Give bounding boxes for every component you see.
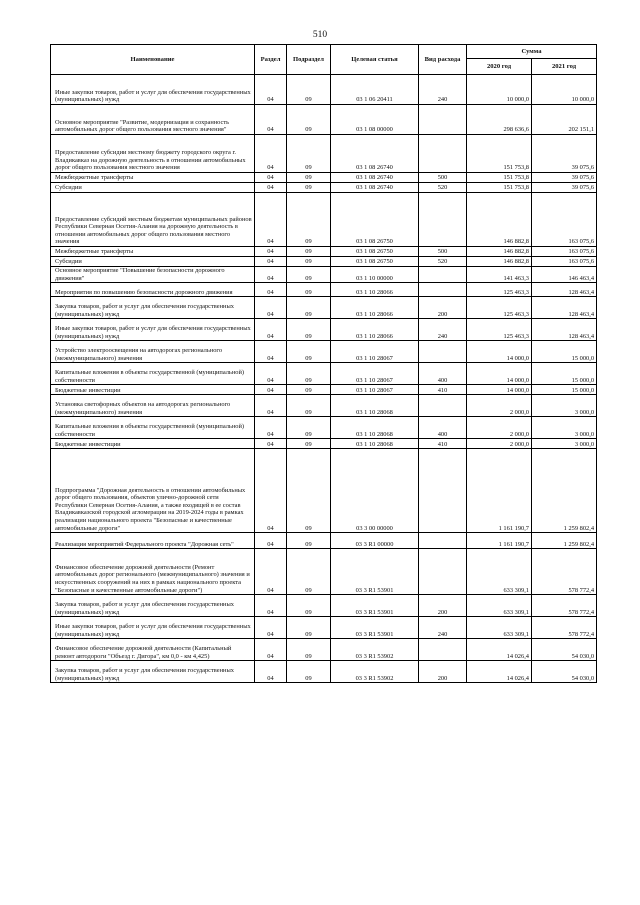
row-name: Межбюджетные трансферты — [51, 247, 255, 257]
row-sum-2021: 3 000,0 — [532, 417, 597, 439]
row-section: 04 — [255, 341, 287, 363]
row-sum-2021: 15 000,0 — [532, 341, 597, 363]
row-sum-2020: 633 309,1 — [467, 549, 532, 595]
row-section: 04 — [255, 385, 287, 395]
row-sum-2020: 146 882,8 — [467, 247, 532, 257]
row-article: 03 3 R1 53902 — [331, 639, 419, 661]
row-subsection: 09 — [287, 193, 331, 247]
row-sum-2020: 125 463,3 — [467, 297, 532, 319]
table-row — [51, 363, 597, 385]
row-section: 04 — [255, 319, 287, 341]
table-row — [51, 267, 597, 283]
row-article: 03 1 10 28066 — [331, 283, 419, 297]
table-row — [51, 661, 597, 683]
row-section: 04 — [255, 173, 287, 183]
budget-table — [50, 44, 597, 683]
row-expense-type: 520 — [419, 183, 467, 193]
row-name: Финансовое обеспечение дорожной деятельности (Ремонт автомобильных дорог регионального (межмуниципального) значения и искусственных сооружений на них в рамках национального проекта "Безопасные и качественные автомобильные дороги") — [51, 549, 255, 595]
table-row — [51, 283, 597, 297]
row-article: 03 1 10 28067 — [331, 385, 419, 395]
table-row — [51, 417, 597, 439]
row-expense-type: 240 — [419, 617, 467, 639]
row-name: Субсидии — [51, 257, 255, 267]
row-subsection: 09 — [287, 533, 331, 549]
row-sum-2020: 1 161 190,7 — [467, 449, 532, 533]
table-row — [51, 75, 597, 105]
row-name: Подпрограмма "Дорожная деятельность в отношении автомобильных дорог общего пользования, объектов улично-дорожной сети Республики Северная Осетия-Алания, а также входящей в ее состав Владикавказской городской агломерации на 2019-2024 годы в рамках реализации национального проекта "Безопасные и качественные автомобильные дороги" — [51, 449, 255, 533]
table-row — [51, 533, 597, 549]
row-name: Установка светофорных объектов на автодорогах регионального (межмуниципального) значения — [51, 395, 255, 417]
row-subsection: 09 — [287, 595, 331, 617]
row-sum-2020: 151 753,8 — [467, 135, 532, 173]
row-expense-type — [419, 341, 467, 363]
row-section: 04 — [255, 135, 287, 173]
row-subsection: 09 — [287, 395, 331, 417]
row-sum-2020: 633 309,1 — [467, 595, 532, 617]
row-name: Финансовое обеспечение дорожной деятельности (Капитальный ремонт автодороги "Объезд г. Дигора", км 0,0 - км 4,425) — [51, 639, 255, 661]
header-section: Раздел — [255, 45, 287, 75]
row-sum-2020: 2 000,0 — [467, 395, 532, 417]
row-expense-type: 500 — [419, 173, 467, 183]
row-section: 04 — [255, 417, 287, 439]
row-sum-2021: 578 772,4 — [532, 549, 597, 595]
row-sum-2021: 39 075,6 — [532, 135, 597, 173]
row-section: 04 — [255, 661, 287, 683]
row-subsection: 09 — [287, 417, 331, 439]
table-row — [51, 595, 597, 617]
row-sum-2021: 163 075,6 — [532, 247, 597, 257]
row-article: 03 1 10 00000 — [331, 267, 419, 283]
row-sum-2021: 54 030,0 — [532, 639, 597, 661]
row-section: 04 — [255, 549, 287, 595]
table-row — [51, 639, 597, 661]
row-expense-type: 400 — [419, 363, 467, 385]
row-name: Основное мероприятие "Развитие, модернизация и сохранность автомобильных дорог общего пользования местного значения" — [51, 105, 255, 135]
row-sum-2020: 298 636,6 — [467, 105, 532, 135]
row-article: 03 1 10 28068 — [331, 417, 419, 439]
row-sum-2020: 1 161 190,7 — [467, 533, 532, 549]
row-article: 03 1 06 20411 — [331, 75, 419, 105]
table-row — [51, 439, 597, 449]
row-sum-2021: 163 075,6 — [532, 257, 597, 267]
row-section: 04 — [255, 247, 287, 257]
row-section: 04 — [255, 639, 287, 661]
row-name: Капитальные вложения в объекты государственной (муниципальной) собственности — [51, 417, 255, 439]
header-sum: Сумма — [467, 45, 597, 59]
row-expense-type — [419, 449, 467, 533]
row-sum-2020: 141 463,3 — [467, 267, 532, 283]
row-article: 03 3 R1 53901 — [331, 617, 419, 639]
row-expense-type — [419, 135, 467, 173]
row-name: Закупка товаров, работ и услуг для обеспечения государственных (муниципальных) нужд — [51, 661, 255, 683]
row-name: Иные закупки товаров, работ и услуг для обеспечения государственных (муниципальных) нужд — [51, 617, 255, 639]
row-subsection: 09 — [287, 639, 331, 661]
row-expense-type — [419, 283, 467, 297]
row-expense-type — [419, 105, 467, 135]
row-sum-2021: 15 000,0 — [532, 385, 597, 395]
row-sum-2021: 39 075,6 — [532, 183, 597, 193]
table-row — [51, 193, 597, 247]
table-row — [51, 549, 597, 595]
table-header — [51, 45, 597, 75]
row-sum-2021: 10 000,0 — [532, 75, 597, 105]
header-expense-type: Вид расхода — [419, 45, 467, 75]
row-sum-2020: 2 000,0 — [467, 439, 532, 449]
table-row — [51, 385, 597, 395]
table-row — [51, 135, 597, 173]
row-article: 03 1 10 28066 — [331, 297, 419, 319]
row-sum-2021: 39 075,6 — [532, 173, 597, 183]
row-article: 03 1 10 28066 — [331, 319, 419, 341]
row-section: 04 — [255, 183, 287, 193]
row-article: 03 1 08 26740 — [331, 183, 419, 193]
row-sum-2021: 1 259 802,4 — [532, 533, 597, 549]
page-number: 510 — [312, 30, 328, 40]
row-sum-2021: 1 259 802,4 — [532, 449, 597, 533]
table-row — [51, 173, 597, 183]
row-sum-2020: 146 882,8 — [467, 193, 532, 247]
row-subsection: 09 — [287, 319, 331, 341]
row-expense-type: 200 — [419, 661, 467, 683]
row-subsection: 09 — [287, 173, 331, 183]
row-name: Межбюджетные трансферты — [51, 173, 255, 183]
row-section: 04 — [255, 267, 287, 283]
row-sum-2020: 146 882,8 — [467, 257, 532, 267]
header-year-2021: 2021 год — [532, 59, 597, 75]
row-article: 03 1 10 28067 — [331, 363, 419, 385]
table-row — [51, 319, 597, 341]
row-sum-2020: 151 753,8 — [467, 183, 532, 193]
row-subsection: 09 — [287, 267, 331, 283]
row-sum-2021: 3 000,0 — [532, 395, 597, 417]
row-sum-2020: 125 463,3 — [467, 283, 532, 297]
row-article: 03 1 10 28068 — [331, 439, 419, 449]
row-name: Капитальные вложения в объекты государственной (муниципальной) собственности — [51, 363, 255, 385]
row-name: Предоставление субсидии местному бюджету городского округа г. Владикавказ на дорожную деятельность в отношении автомобильных дорог общего пользования местного значения — [51, 135, 255, 173]
row-subsection: 09 — [287, 183, 331, 193]
row-name: Реализация мероприятий Федерального проекта "Дорожная сеть" — [51, 533, 255, 549]
row-article: 03 1 08 26750 — [331, 257, 419, 267]
header-name: Наименование — [51, 45, 255, 75]
row-article: 03 1 08 26740 — [331, 173, 419, 183]
header-year-2020: 2020 год — [467, 59, 532, 75]
row-subsection: 09 — [287, 341, 331, 363]
row-sum-2021: 15 000,0 — [532, 363, 597, 385]
row-sum-2021: 163 075,6 — [532, 193, 597, 247]
row-section: 04 — [255, 257, 287, 267]
row-expense-type: 400 — [419, 417, 467, 439]
row-section: 04 — [255, 105, 287, 135]
row-sum-2020: 14 000,0 — [467, 341, 532, 363]
row-article: 03 3 R1 53902 — [331, 661, 419, 683]
row-section: 04 — [255, 595, 287, 617]
row-expense-type — [419, 549, 467, 595]
row-sum-2021: 202 151,1 — [532, 105, 597, 135]
row-expense-type — [419, 267, 467, 283]
row-section: 04 — [255, 533, 287, 549]
table-row — [51, 395, 597, 417]
row-sum-2021: 128 463,4 — [532, 283, 597, 297]
row-subsection: 09 — [287, 75, 331, 105]
table-row — [51, 617, 597, 639]
row-article: 03 1 08 26750 — [331, 193, 419, 247]
row-sum-2020: 14 026,4 — [467, 661, 532, 683]
row-subsection: 09 — [287, 449, 331, 533]
header-article: Целевая статья — [331, 45, 419, 75]
row-sum-2021: 128 463,4 — [532, 297, 597, 319]
table-body — [51, 75, 597, 683]
row-sum-2021: 146 463,4 — [532, 267, 597, 283]
row-expense-type — [419, 639, 467, 661]
row-name: Бюджетные инвестиции — [51, 439, 255, 449]
row-section: 04 — [255, 283, 287, 297]
row-name: Иные закупки товаров, работ и услуг для обеспечения государственных (муниципальных) нужд — [51, 75, 255, 105]
row-name: Бюджетные инвестиции — [51, 385, 255, 395]
row-subsection: 09 — [287, 363, 331, 385]
row-article: 03 1 08 00000 — [331, 105, 419, 135]
row-name: Устройство электроосвещения на автодорогах регионального (межмуниципального) значения — [51, 341, 255, 363]
row-name: Предоставление субсидий местным бюджетам муниципальных районов Республики Северная Осетия-Алания на дорожную деятельность в отношении автомобильных дорог общего пользования местного значения — [51, 193, 255, 247]
row-expense-type: 240 — [419, 319, 467, 341]
row-expense-type — [419, 193, 467, 247]
row-subsection: 09 — [287, 439, 331, 449]
row-expense-type: 240 — [419, 75, 467, 105]
row-subsection: 09 — [287, 661, 331, 683]
row-sum-2021: 578 772,4 — [532, 617, 597, 639]
row-section: 04 — [255, 297, 287, 319]
row-sum-2021: 128 463,4 — [532, 319, 597, 341]
table-row — [51, 183, 597, 193]
row-subsection: 09 — [287, 283, 331, 297]
row-sum-2020: 125 463,3 — [467, 319, 532, 341]
row-sum-2020: 14 000,0 — [467, 363, 532, 385]
header-subsection: Подраздел — [287, 45, 331, 75]
row-article: 03 1 10 28068 — [331, 395, 419, 417]
row-expense-type — [419, 533, 467, 549]
row-sum-2021: 578 772,4 — [532, 595, 597, 617]
row-section: 04 — [255, 193, 287, 247]
row-article: 03 3 R1 53901 — [331, 549, 419, 595]
row-article: 03 3 00 00000 — [331, 449, 419, 533]
table-row — [51, 257, 597, 267]
row-sum-2020: 10 000,0 — [467, 75, 532, 105]
row-section: 04 — [255, 75, 287, 105]
row-sum-2021: 54 030,0 — [532, 661, 597, 683]
row-section: 04 — [255, 363, 287, 385]
row-expense-type: 200 — [419, 297, 467, 319]
row-expense-type: 410 — [419, 385, 467, 395]
row-sum-2021: 3 000,0 — [532, 439, 597, 449]
row-subsection: 09 — [287, 297, 331, 319]
row-sum-2020: 633 309,1 — [467, 617, 532, 639]
row-sum-2020: 151 753,8 — [467, 173, 532, 183]
row-expense-type: 500 — [419, 247, 467, 257]
row-subsection: 09 — [287, 385, 331, 395]
table-row — [51, 341, 597, 363]
row-section: 04 — [255, 439, 287, 449]
row-article: 03 1 08 26750 — [331, 247, 419, 257]
row-expense-type: 520 — [419, 257, 467, 267]
row-section: 04 — [255, 617, 287, 639]
row-sum-2020: 2 000,0 — [467, 417, 532, 439]
row-name: Субсидии — [51, 183, 255, 193]
row-article: 03 1 08 26740 — [331, 135, 419, 173]
row-expense-type — [419, 395, 467, 417]
row-name: Иные закупки товаров, работ и услуг для обеспечения государственных (муниципальных) нужд — [51, 319, 255, 341]
row-subsection: 09 — [287, 617, 331, 639]
row-name: Мероприятия по повышению безопасности дорожного движения — [51, 283, 255, 297]
table-row — [51, 105, 597, 135]
row-sum-2020: 14 000,0 — [467, 385, 532, 395]
row-article: 03 3 R1 53901 — [331, 595, 419, 617]
row-sum-2020: 14 026,4 — [467, 639, 532, 661]
table-row — [51, 247, 597, 257]
table-row — [51, 297, 597, 319]
row-subsection: 09 — [287, 135, 331, 173]
row-name: Закупка товаров, работ и услуг для обеспечения государственных (муниципальных) нужд — [51, 297, 255, 319]
row-section: 04 — [255, 395, 287, 417]
row-article: 03 3 R1 00000 — [331, 533, 419, 549]
row-name: Закупка товаров, работ и услуг для обеспечения государственных (муниципальных) нужд — [51, 595, 255, 617]
row-expense-type: 200 — [419, 595, 467, 617]
row-subsection: 09 — [287, 247, 331, 257]
row-name: Основное мероприятие "Повышение безопасности дорожного движения" — [51, 267, 255, 283]
table-row — [51, 449, 597, 533]
row-subsection: 09 — [287, 257, 331, 267]
row-section: 04 — [255, 449, 287, 533]
row-expense-type: 410 — [419, 439, 467, 449]
row-subsection: 09 — [287, 549, 331, 595]
row-subsection: 09 — [287, 105, 331, 135]
row-article: 03 1 10 28067 — [331, 341, 419, 363]
